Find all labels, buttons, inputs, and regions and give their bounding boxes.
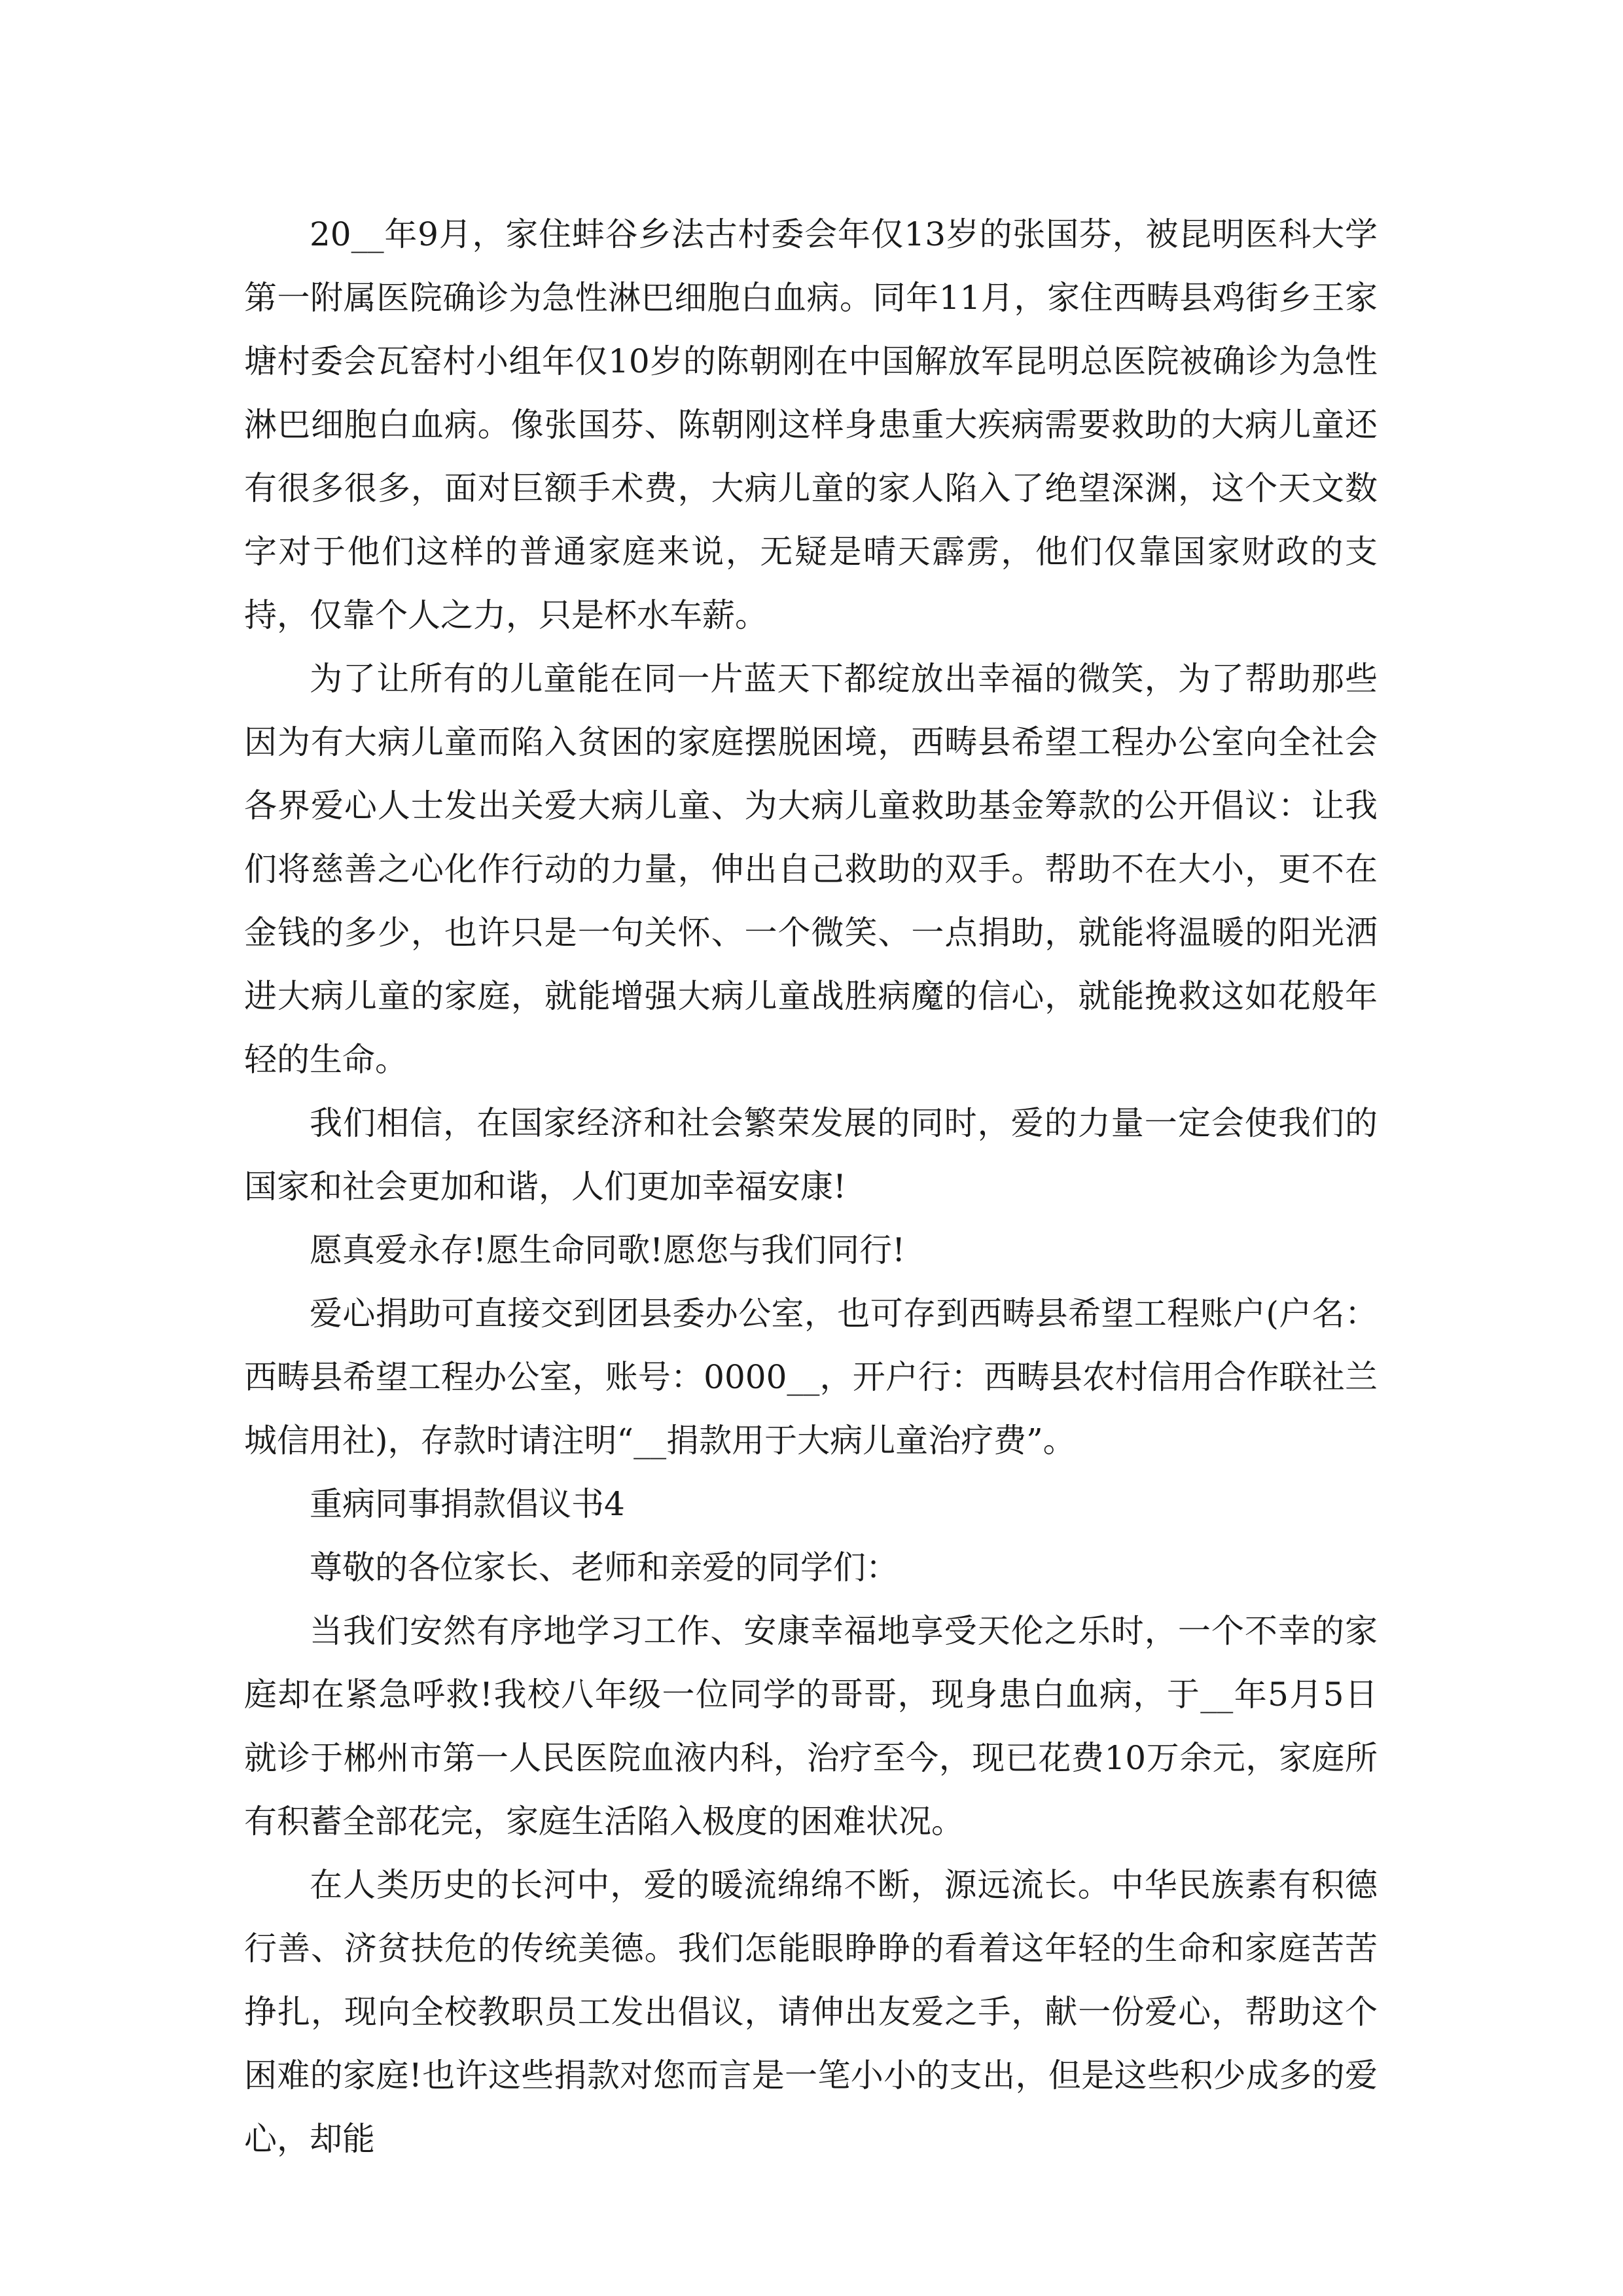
paragraph-appeal: 为了让所有的儿童能在同一片蓝天下都绽放出幸福的微笑，为了帮助那些因为有大病儿童而陷入贫困的家庭摆脱困境，西畴县希望工程办公室向全社会各界爱心人士发出关爱大病儿童、为大病儿童救助基金筹款的公开倡议：让我们将慈善之心化作行动的力量，伸出自己救助的双手。帮助不在大小，更不在金钱的多少，也许只是一句关怀、一个微笑、一点捐助，就能将温暖的阳光洒进大病儿童的家庭，就能增强大病儿童战胜病魔的信心，就能挽救这如花般年轻的生命。 (244, 660, 1378, 1079)
paragraph-belief: 我们相信，在国家经济和社会繁荣发展的同时，爱的力量一定会使我们的国家和社会更加和谐，人们更加幸福安康! (244, 1104, 1378, 1206)
document-body (244, 203, 1378, 2171)
section-title: 重病同事捐款倡议书4 (310, 1485, 625, 1523)
paragraph-call-to-action: 在人类历史的长河中，爱的暖流绵绵不断，源远流长。中华民族素有积德行善、济贫扶危的传统美德。我们怎能眼睁睁的看着这年轻的生命和家庭苦苦挣扎，现向全校教职员工发出倡议，请伸出友爱之手，献一份爱心，帮助这个困难的家庭!也许这些捐款对您而言是一笔小小的支出，但是这些积少成多的爱心，却能 (244, 1866, 1378, 2158)
salutation: 尊敬的各位家长、老师和亲爱的同学们： (310, 1549, 899, 1587)
paragraph-case-description: 20__年9月，家住蚌谷乡法古村委会年仅13岁的张国芬，被昆明医科大学第一附属医院确诊为急性淋巴细胞白血病。同年11月，家住西畴县鸡街乡王家塘村委会瓦窑村小组年仅10岁的陈朝刚在中国解放军昆明总医院被确诊为急性淋巴细胞白血病。像张国芬、陈朝刚这样身患重大疾病需要救助的大病儿童还有很多很多，面对巨额手术费，大病儿童的家人陷入了绝望深渊，这个天文数字对于他们这样的普通家庭来说，无疑是晴天霹雳，他们仅靠国家财政的支持，仅靠个人之力，只是杯水车薪。 (244, 215, 1378, 634)
paragraph-emergency: 当我们安然有序地学习工作、安康幸福地享受天伦之乐时，一个不幸的家庭却在紧急呼救!我校八年级一位同学的哥哥，现身患白血病，于__年5月5日就诊于郴州市第一人民医院血液内科，治疗至今，现已花费10万余元，家庭所有积蓄全部花完，家庭生活陷入极度的困难状况。 (244, 1612, 1378, 1840)
paragraph-donation-info: 爱心捐助可直接交到团县委办公室，也可存到西畴县希望工程账户(户名：西畴县希望工程办公室，账号：0000__，开户行：西畴县农村信用合作联社兰城信用社)，存款时请注明“__捐款用于大病儿童治疗费”。 (244, 1295, 1378, 1460)
paragraph-wish: 愿真爱永存!愿生命同歌!愿您与我们同行! (310, 1231, 906, 1269)
